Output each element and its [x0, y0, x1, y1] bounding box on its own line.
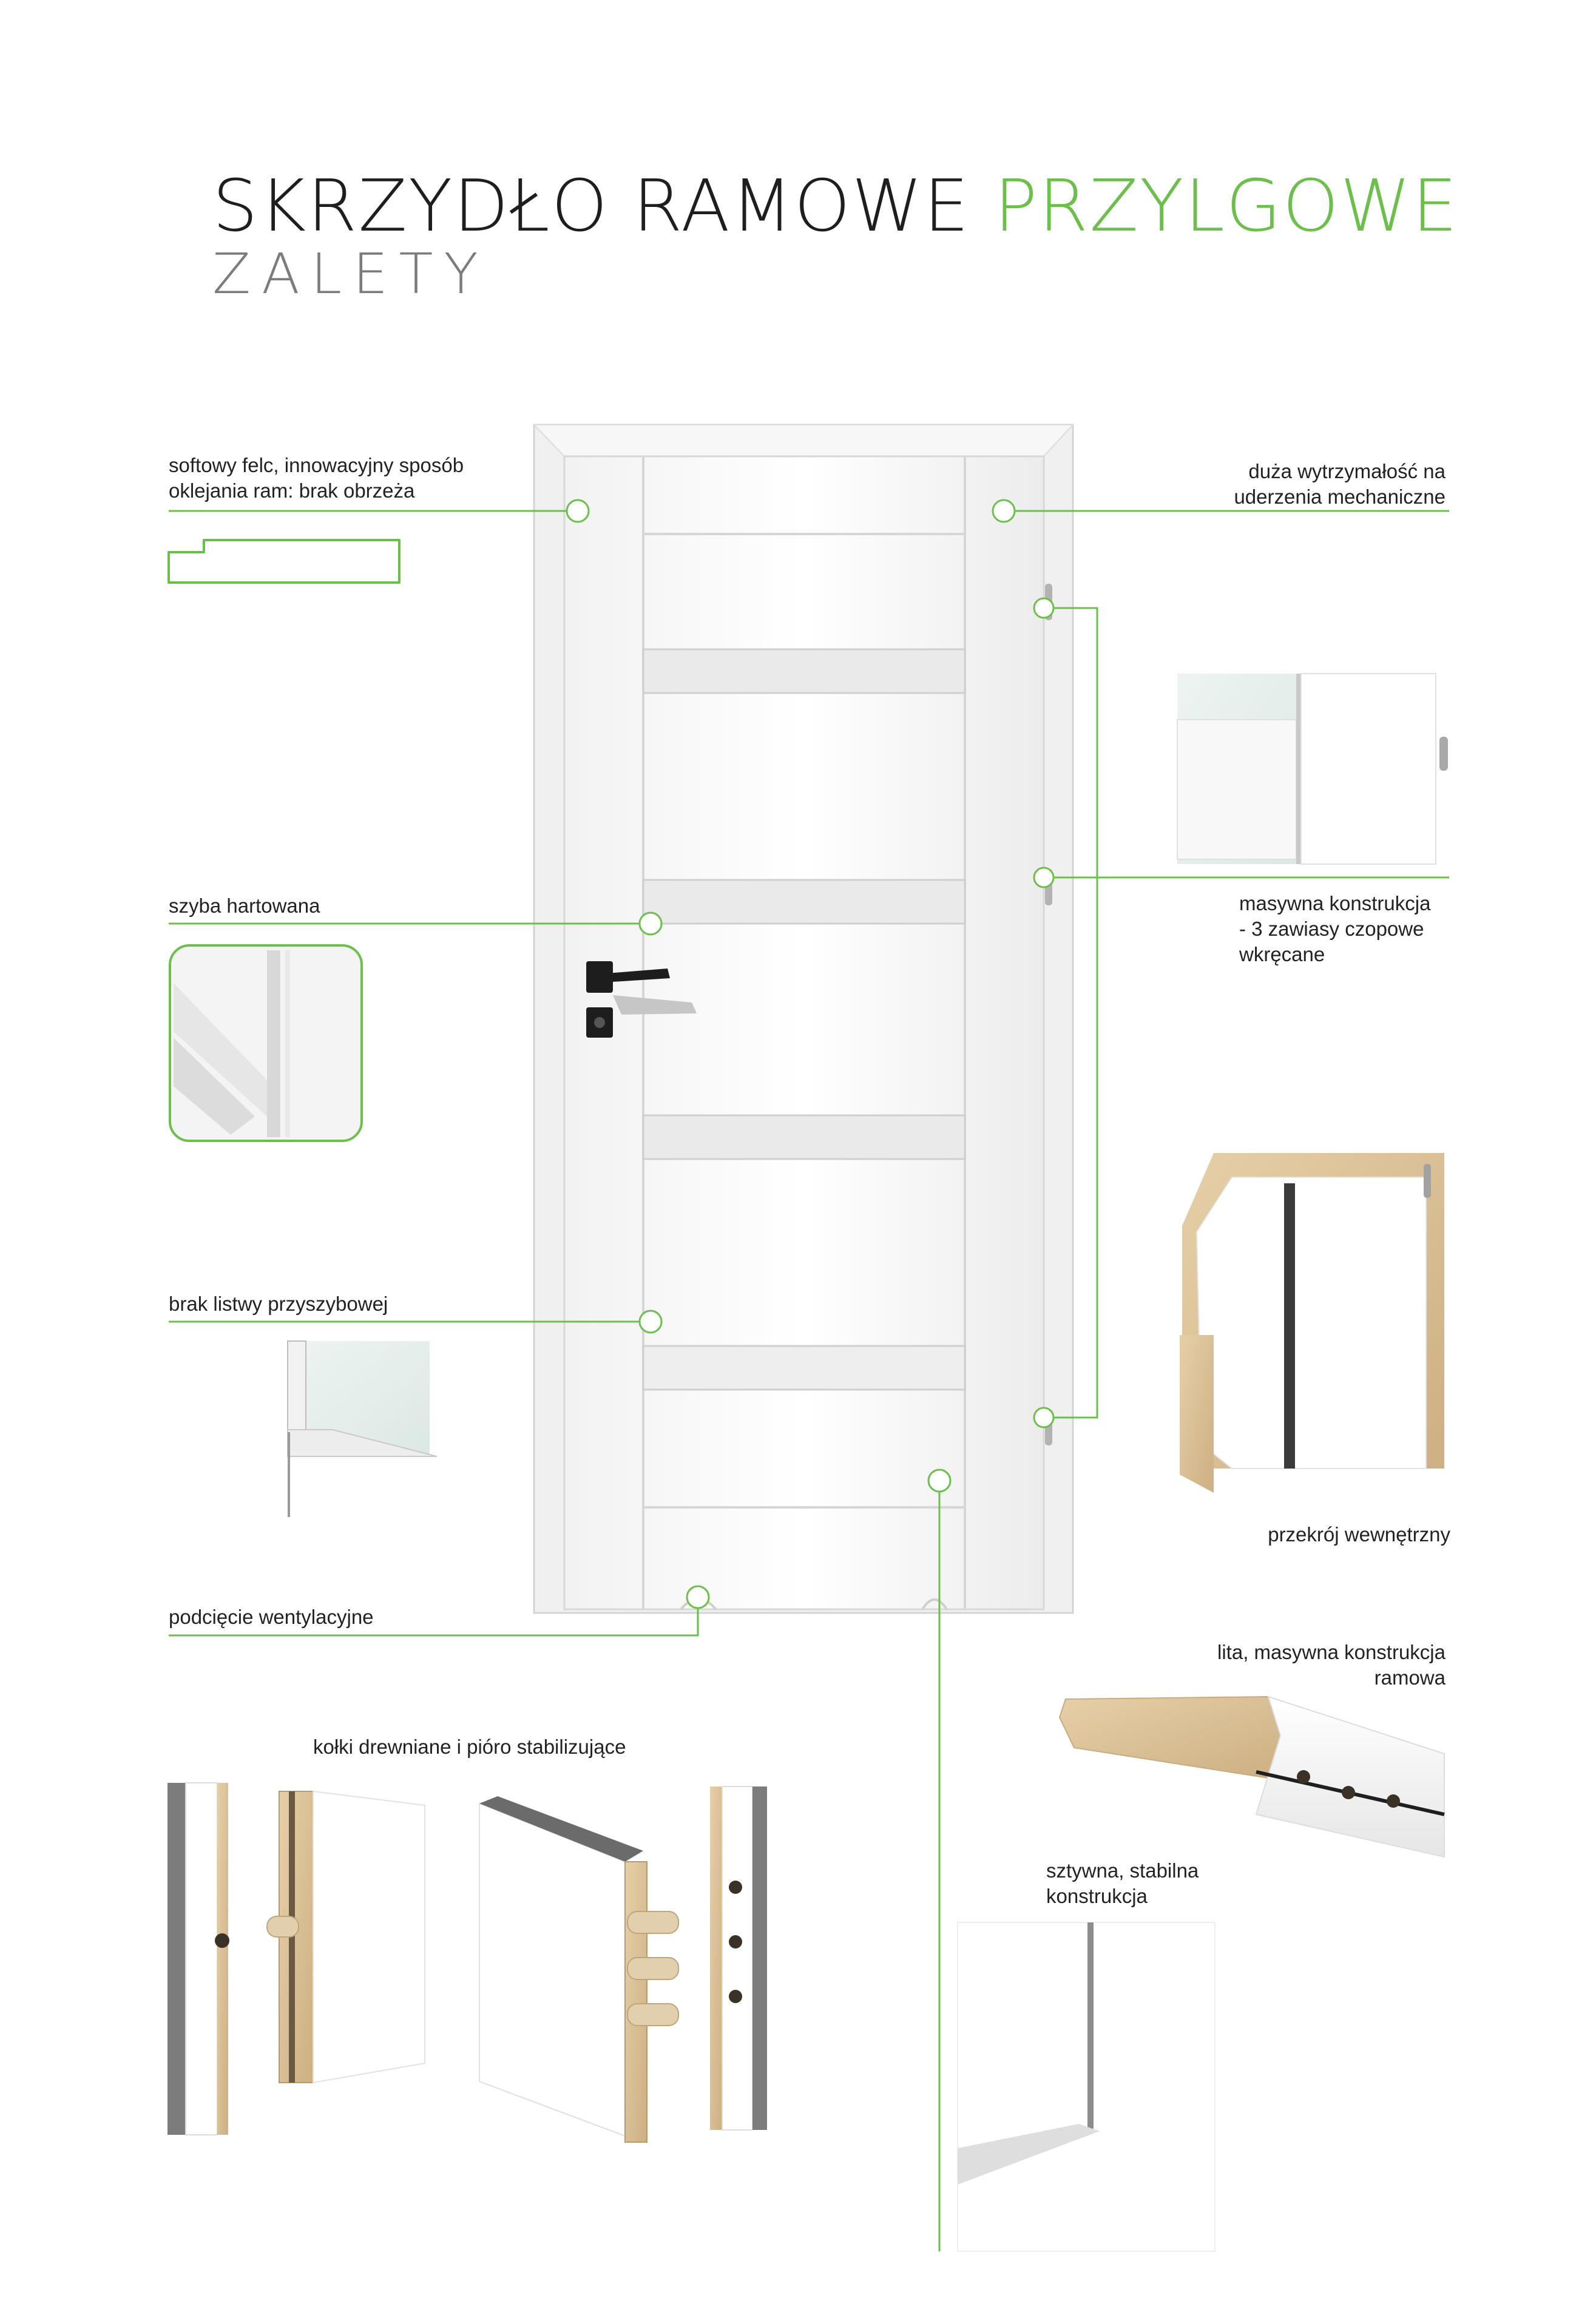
title-accent: PRZYLGOWE [994, 164, 1459, 248]
glass-strip [643, 1115, 965, 1159]
label-line: szyba hartowana [169, 894, 320, 917]
page-subtitle: ZALETY [212, 242, 489, 306]
label-line: kołki drewniane i pióro stabilizujące [313, 1736, 626, 1758]
felc-profile-icon [169, 540, 399, 583]
label-line: uderzenia mechaniczne [1234, 485, 1446, 508]
label-line: wkręcane [1239, 943, 1325, 965]
door-illustration [534, 425, 1073, 1613]
kolki-detail-1 [167, 1783, 229, 2135]
przekroj-detail [1180, 1153, 1444, 1493]
hinge-detail [1177, 674, 1448, 864]
label-line: masywna konstrukcja [1239, 892, 1431, 914]
glass-strip [643, 649, 965, 693]
listwa-detail [288, 1341, 437, 1517]
lita-detail [1060, 1697, 1444, 1857]
title-main: SKRZYDŁO RAMOWE [212, 164, 970, 248]
door-leaf [564, 456, 1044, 1609]
glass-strip [643, 880, 965, 924]
kolki-detail-2 [267, 1791, 425, 2083]
label-line: przekrój wewnętrzny [1268, 1523, 1450, 1546]
label-line: duża wytrzymałość na [1248, 460, 1446, 482]
label-line: ramowa [1374, 1666, 1446, 1689]
door-frame-top [534, 425, 1073, 456]
lock-cylinder [594, 1017, 605, 1028]
kolki-detail-3 [479, 1796, 678, 2142]
label-line: lita, masywna konstrukcja [1217, 1641, 1446, 1663]
glass-strip [643, 1346, 965, 1390]
label-line: konstrukcja [1046, 1885, 1148, 1907]
handle-rosette [586, 961, 613, 993]
label-line: podcięcie wentylacyjne [169, 1606, 374, 1628]
sztywna-detail [958, 1922, 1215, 2251]
label-line: oklejania ram: brak obrzeża [169, 479, 415, 502]
label-line: sztywna, stabilna [1046, 1859, 1199, 1882]
kolki-detail-4 [710, 1786, 767, 2130]
label-line: brak listwy przyszybowej [169, 1293, 388, 1315]
szyba-detail [170, 945, 362, 1141]
label-line: softowy felc, innowacyjny sposób [169, 454, 464, 476]
label-line: - 3 zawiasy czopowe [1239, 918, 1424, 940]
